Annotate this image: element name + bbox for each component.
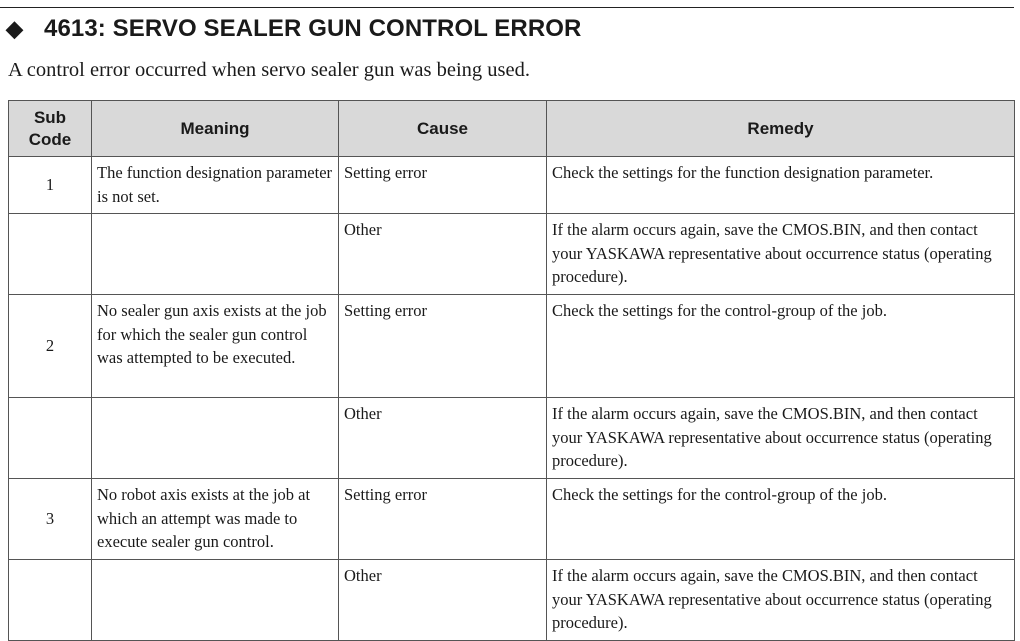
cell-sub-code: 2 [9,295,92,398]
header-sub-code [9,101,92,157]
cell-cause: Other [339,560,547,641]
table-row [9,295,1015,398]
cell-meaning: No robot axis exists at the job at which an attempt was made to execute sealer gun control. [92,479,339,560]
cell-remedy: Check the settings for the function designation parameter. [547,157,1015,214]
table-row [9,479,1015,560]
cell-sub-code [9,560,92,641]
diamond-icon: ◆ [6,16,24,41]
header-cause: Cause [339,101,547,157]
cell-cause: Other [339,214,547,295]
cell-meaning [92,398,339,479]
cell-remedy: If the alarm occurs again, save the CMOS.BIN, and then contact your YASKAWA representative about occurrence status (operating procedure). [547,398,1015,479]
top-rule [0,7,1014,8]
table-header-row [9,101,1015,157]
cell-cause: Setting error [339,295,547,398]
page-title-text: 4613: SERVO SEALER GUN CONTROL ERROR [44,15,582,42]
header-meaning: Meaning [92,101,339,157]
header-sub-code-line2: Code [28,129,72,149]
cell-remedy: If the alarm occurs again, save the CMOS.BIN, and then contact your YASKAWA representative about occurrence status (operating procedure). [547,214,1015,295]
cell-remedy: Check the settings for the control-group of the job. [547,295,1015,398]
cell-sub-code: 1 [9,157,92,214]
page-title [6,14,581,44]
cell-meaning: The function designation parameter is not set. [92,157,339,214]
table-row [9,157,1015,214]
cell-sub-code: 3 [9,479,92,560]
table-row [9,214,1015,295]
cell-cause: Setting error [339,157,547,214]
cell-meaning [92,560,339,641]
cell-sub-code [9,398,92,479]
header-remedy: Remedy [547,101,1015,157]
table-row [9,560,1015,641]
header-sub-code-line1: Sub [33,107,67,127]
error-table [8,100,1015,641]
cell-cause: Setting error [339,479,547,560]
cell-remedy: Check the settings for the control-group of the job. [547,479,1015,560]
cell-remedy: If the alarm occurs again, save the CMOS.BIN, and then contact your YASKAWA representative about occurrence status (operating procedure). [547,560,1015,641]
cell-meaning [92,214,339,295]
intro-text: A control error occurred when servo sealer gun was being used. [8,59,530,81]
cell-cause: Other [339,398,547,479]
cell-sub-code [9,214,92,295]
table-row [9,398,1015,479]
cell-meaning: No sealer gun axis exists at the job for which the sealer gun control was attempted to be executed. [92,295,339,398]
